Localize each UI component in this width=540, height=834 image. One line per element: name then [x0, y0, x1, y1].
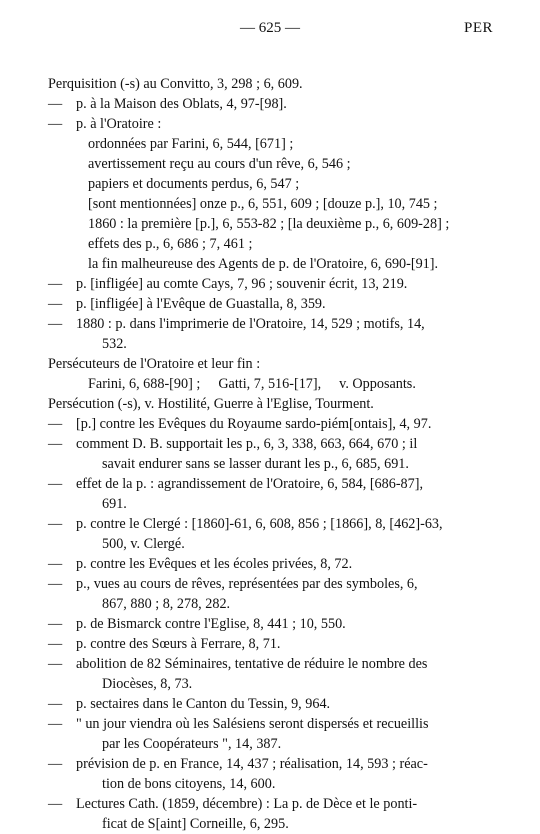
running-head: PER: [463, 20, 493, 36]
index-dash-entry: [48, 294, 504, 314]
index-subentry-line: 1860 : la première [p.], 6, 553-82 ; [la deuxième p., 6, 609-28] ;: [88, 216, 450, 232]
dash-marker: —: [48, 416, 63, 432]
index-dash-entry: [48, 514, 504, 534]
dash-marker: —: [48, 476, 63, 492]
dash-marker: —: [48, 796, 63, 812]
dash-marker: —: [48, 576, 63, 592]
index-dash-entry: [48, 574, 504, 594]
index-dash-entry: [48, 314, 504, 334]
entry-text: abolition de 82 Séminaires, tentative de réduire le nombre des: [76, 656, 428, 672]
index-dash-entry: [48, 274, 504, 294]
index-subentry-line: effets des p., 6, 686 ; 7, 461 ;: [88, 236, 253, 252]
index-continuation-line: 500, v. Clergé.: [102, 536, 185, 552]
index-subentry-line: la fin malheureuse des Agents de p. de l'Oratoire, 6, 690-[91].: [88, 256, 439, 272]
entry-text: Lectures Cath. (1859, décembre) : La p. de Dèce et le ponti-: [76, 796, 418, 812]
index-dash-entry: [48, 694, 504, 714]
dash-marker: —: [48, 616, 63, 632]
index-dash-entry: [48, 434, 504, 454]
index-dash-entry: [48, 614, 504, 634]
dash-marker: —: [48, 296, 63, 312]
index-dash-entry: [48, 94, 504, 114]
index-dash-entry: [48, 474, 504, 494]
page-number: — 625 —: [240, 20, 300, 36]
entry-text: [p.] contre les Evêques du Royaume sardo-piém[ontais], 4, 97.: [76, 416, 432, 432]
index-subentry-part: Gatti, 7, 516-[17],: [218, 376, 322, 392]
entry-text: p. à l'Oratoire :: [76, 116, 162, 132]
index-continuation-line: tion de bons citoyens, 14, 600.: [102, 776, 276, 792]
index-continuation-line: par les Coopérateurs ", 14, 387.: [102, 736, 282, 752]
dash-marker: —: [48, 656, 63, 672]
entry-text: p. contre les Evêques et les écoles privées, 8, 72.: [76, 556, 353, 572]
dash-marker: —: [48, 436, 63, 452]
entry-text: p. [infligée] au comte Cays, 7, 96 ; souvenir écrit, 13, 219.: [76, 276, 408, 292]
index-dash-entry: [48, 634, 504, 654]
dash-marker: —: [48, 96, 63, 112]
entry-text: p. contre le Clergé : [1860]-61, 6, 608, 856 ; [1866], 8, [462]-63,: [76, 516, 443, 532]
dash-marker: —: [48, 116, 63, 132]
index-continuation-line: savait endurer sans se lasser durant les p., 6, 685, 691.: [102, 456, 409, 472]
index-dash-entry: [48, 414, 504, 434]
page-header: [0, 20, 540, 40]
index-continuation-line: Diocèses, 8, 73.: [102, 676, 193, 692]
entry-text: p. [infligée] à l'Evêque de Guastalla, 8, 359.: [76, 296, 326, 312]
entry-text: 1880 : p. dans l'imprimerie de l'Oratoire, 14, 529 ; motifs, 14,: [76, 316, 425, 332]
index-headword-entry: Perquisition (-s) au Convitto, 3, 298 ; 6, 609.: [48, 76, 303, 92]
entry-text: effet de la p. : agrandissement de l'Oratoire, 6, 584, [686-87],: [76, 476, 424, 492]
dash-marker: —: [48, 516, 63, 532]
index-headword-entry: Persécuteurs de l'Oratoire et leur fin :: [48, 356, 261, 372]
index-continuation-line: 691.: [102, 496, 127, 512]
index-dash-entry: [48, 654, 504, 674]
dash-marker: —: [48, 276, 63, 292]
index-continuation-line: 867, 880 ; 8, 278, 282.: [102, 596, 231, 612]
index-subentry-line: avertissement reçu au cours d'un rêve, 6, 546 ;: [88, 156, 351, 172]
index-subentry-line: [sont mentionnées] onze p., 6, 551, 609 ; [douze p.], 10, 745 ;: [88, 196, 438, 212]
dash-marker: —: [48, 316, 63, 332]
index-subentry-part: v. Opposants.: [339, 376, 416, 392]
dash-marker: —: [48, 556, 63, 572]
entry-text: p. sectaires dans le Canton du Tessin, 9, 964.: [76, 696, 331, 712]
index-subentry-line: ordonnées par Farini, 6, 544, [671] ;: [88, 136, 294, 152]
index-entries: [48, 74, 504, 834]
entry-text: p. de Bismarck contre l'Eglise, 8, 441 ; 10, 550.: [76, 616, 346, 632]
index-subentry-line: [48, 374, 504, 394]
index-headword-entry: Persécution (-s), v. Hostilité, Guerre à l'Eglise, Tourment.: [48, 396, 374, 412]
entry-text: comment D. B. supportait les p., 6, 3, 338, 663, 664, 670 ; il: [76, 436, 418, 452]
entry-text: " un jour viendra où les Salésiens seront dispersés et recueillis: [76, 716, 429, 732]
index-dash-entry: [48, 754, 504, 774]
index-dash-entry: [48, 554, 504, 574]
entry-text: p., vues au cours de rêves, représentées par des symboles, 6,: [76, 576, 418, 592]
index-subentry-part: Farini, 6, 688-[90] ;: [88, 376, 201, 392]
dash-marker: —: [48, 716, 63, 732]
entry-text: prévision de p. en France, 14, 437 ; réalisation, 14, 593 ; réac-: [76, 756, 428, 772]
index-continuation-line: 532.: [102, 336, 127, 352]
dash-marker: —: [48, 756, 63, 772]
entry-text: p. contre des Sœurs à Ferrare, 8, 71.: [76, 636, 281, 652]
dash-marker: —: [48, 696, 63, 712]
dash-marker: —: [48, 636, 63, 652]
index-dash-entry: [48, 714, 504, 734]
entry-text: p. à la Maison des Oblats, 4, 97-[98].: [76, 96, 287, 112]
index-continuation-line: ficat de S[aint] Corneille, 6, 295.: [102, 816, 289, 832]
index-dash-entry: [48, 114, 504, 134]
index-dash-entry: [48, 794, 504, 814]
index-subentry-line: papiers et documents perdus, 6, 547 ;: [88, 176, 300, 192]
